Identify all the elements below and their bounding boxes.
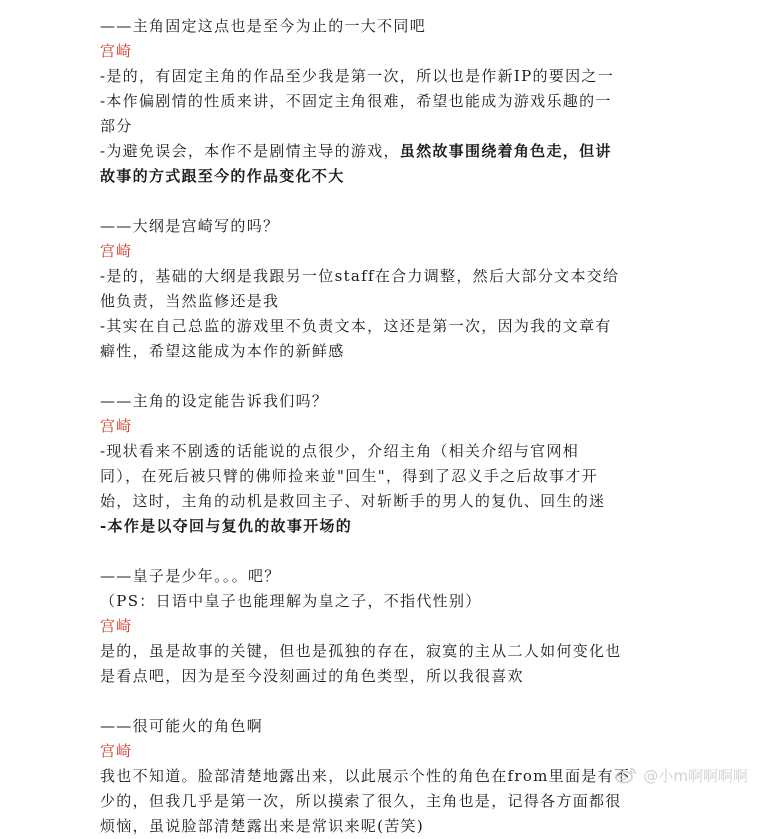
weibo-watermark	[615, 764, 748, 786]
speaker-name: 宫崎	[100, 42, 133, 60]
answer-line: 部分	[100, 117, 133, 135]
question: ——主角固定这点也是至今为止的一大不同吧	[100, 17, 427, 35]
weibo-icon	[615, 766, 637, 784]
answer-line: 他负责，当然监修还是我	[100, 292, 280, 310]
answer-line: -其实在自己总监的游戏里不负责文本，这还是第一次，因为我的文章有	[100, 317, 612, 335]
answer-line-bold: 故事的方式跟至今的作品变化不大	[100, 167, 345, 185]
answer-line: 我也不知道。脸部清楚地露出来，以此展示个性的角色在from里面是有不	[100, 767, 631, 785]
section-gap	[100, 189, 660, 214]
question: ——很可能火的角色啊	[100, 717, 264, 735]
answer-line: 癖性，希望这能成为本作的新鲜感	[100, 342, 345, 360]
section-1	[100, 14, 660, 189]
answer-line	[100, 139, 660, 164]
answer-line: -现状看来不剧透的话能说的点很少，介绍主角（相关介绍与官网相	[100, 442, 580, 460]
speaker-name: 宫崎	[100, 742, 133, 760]
speaker-name: 宫崎	[100, 617, 133, 635]
answer-line-bold-tail: 虽然故事围绕着角色走，但讲	[399, 142, 612, 160]
question: ——主角的设定能告诉我们吗？	[100, 392, 329, 410]
answer-line: -是的，基础的大纲是我跟另一位staff在合力调整，然后大部分文本交给	[100, 267, 620, 285]
answer-line-bold: -本作是以夺回与复仇的故事开场的	[100, 517, 353, 535]
speaker-name: 宫崎	[100, 417, 133, 435]
answer-line: 是的，虽是故事的关键，但也是孤独的存在，寂寞的主从二人如何变化也	[100, 642, 622, 660]
answer-line: 少的，但我几乎是第一次，所以摸索了很久，主角也是，记得各方面都很	[100, 792, 622, 810]
section-4	[100, 564, 660, 689]
answer-line: -本作偏剧情的性质来讲，不固定主角很难，希望也能成为游戏乐趣的一	[100, 92, 612, 110]
section-gap	[100, 689, 660, 714]
section-gap	[100, 364, 660, 389]
interview-document	[100, 14, 660, 839]
section-2	[100, 214, 660, 364]
speaker-name: 宫崎	[100, 242, 133, 260]
answer-line-start: -为避免误会，本作不是剧情主导的游戏，	[100, 142, 400, 160]
translator-note: （PS：日语中皇子也能理解为皇之子，不指代性别）	[100, 592, 482, 610]
answer-line: 始，这时，主角的动机是救回主子、对斩断手的男人的复仇、回生的迷	[100, 492, 606, 510]
section-3	[100, 389, 660, 539]
section-gap	[100, 539, 660, 564]
question: ——皇子是少年。。。吧？	[100, 567, 281, 585]
section-5	[100, 714, 660, 839]
answer-line: -是的，有固定主角的作品至少我是第一次，所以也是作新IP的要因之一	[100, 67, 614, 85]
answer-line: 烦恼，虽说脸部清楚露出来是常识来呢(苦笑)	[100, 817, 425, 835]
watermark-handle: @小m啊啊啊啊	[643, 766, 748, 785]
answer-line: 是看点吧，因为是至今没刻画过的角色类型，所以我很喜欢	[100, 667, 524, 685]
question: ——大纲是宫崎写的吗？	[100, 217, 280, 235]
answer-line: 同），在死后被只臂的佛师捡来並"回生"，得到了忍义手之后故事才开	[100, 467, 598, 485]
